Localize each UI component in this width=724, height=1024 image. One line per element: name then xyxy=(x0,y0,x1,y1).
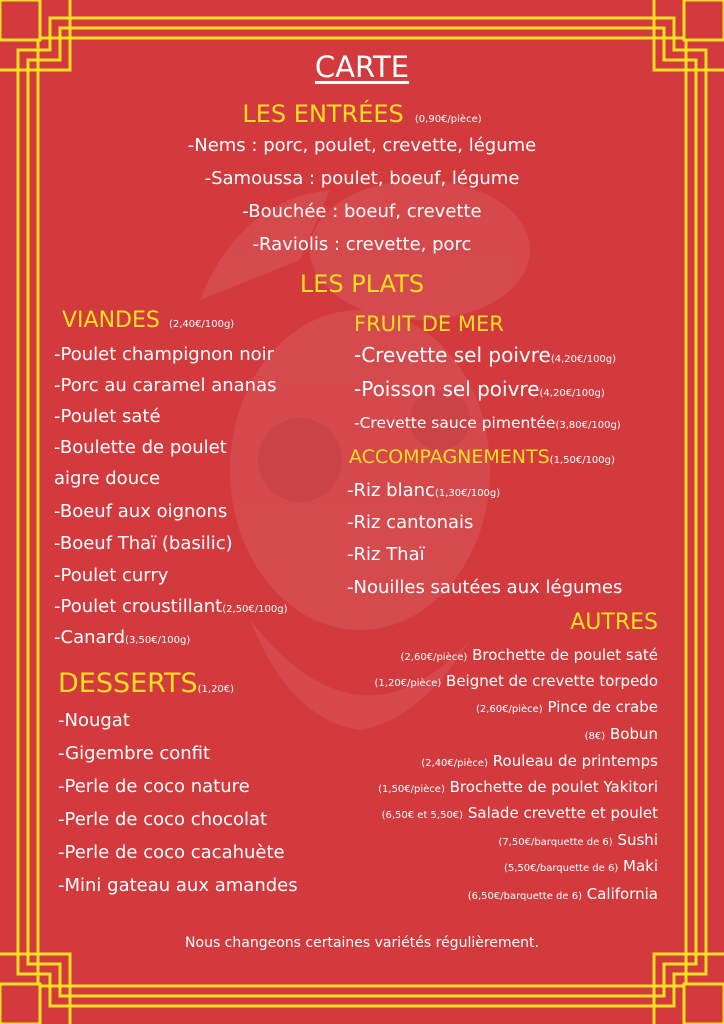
autre-item: Maki xyxy=(623,857,658,875)
accompagnements-price: (1,50€/100g) xyxy=(549,455,615,466)
fruit-de-mer-price: (4,20€/100g) xyxy=(550,354,617,365)
fruit-de-mer-heading: FRUIT DE MER xyxy=(354,312,504,336)
viande-item: -Canard xyxy=(54,627,126,648)
viandes-heading: VIANDES xyxy=(62,308,160,333)
autre-item: Pince de crabe xyxy=(547,698,658,716)
dessert-item: -Perle de coco cacahuète xyxy=(58,842,285,863)
autre-price: (2,60€/pièce) xyxy=(400,652,468,663)
accompagnement-item: -Nouilles sautées aux légumes xyxy=(347,577,623,598)
viande-item: -Boulette de poulet xyxy=(54,437,227,458)
autre-item: Beignet de crevette torpedo xyxy=(446,672,658,690)
autre-row xyxy=(504,857,658,875)
plats-heading: LES PLATS xyxy=(299,270,425,298)
dessert-item: -Nougat xyxy=(58,710,130,731)
autre-row xyxy=(585,725,658,743)
desserts-price: (1,20€) xyxy=(197,684,235,695)
fruit-de-mer-item: -Crevette sel poivre xyxy=(354,343,551,367)
autre-item: Salade crevette et poulet xyxy=(467,804,658,822)
viandes-price: (2,40€/100g) xyxy=(168,319,235,330)
autre-item: Bobun xyxy=(609,725,658,743)
autre-price: (5,50€/barquette de 6) xyxy=(503,863,619,874)
accompagnements-heading-row xyxy=(349,446,615,468)
accompagnement-item: -Riz cantonais xyxy=(347,512,474,533)
autre-item: California xyxy=(586,885,658,903)
autre-item: Brochette de poulet saté xyxy=(472,646,658,664)
accompagnement-row xyxy=(347,480,500,501)
viande-item: -Porc au caramel ananas xyxy=(54,375,277,396)
autre-price: (6,50€/barquette de 6) xyxy=(467,891,582,902)
autre-row xyxy=(468,885,658,903)
entrees-price: (0,90€/pièce) xyxy=(414,114,482,125)
viande-item-row xyxy=(54,596,287,617)
autre-price: (1,20€/pièce) xyxy=(374,678,442,689)
canard-price: (3,50€/100g) xyxy=(125,635,191,646)
entree-item: -Bouchée : boeuf, crevette xyxy=(242,201,482,222)
viande-item: -Boeuf aux oignons xyxy=(54,501,228,522)
viande-item-row xyxy=(54,627,190,648)
fruit-de-mer-row xyxy=(354,377,605,401)
viande-item: aigre douce xyxy=(54,468,161,489)
autre-item: Rouleau de printemps xyxy=(492,752,658,770)
fruit-de-mer-row xyxy=(354,343,616,367)
autre-row xyxy=(375,672,658,690)
autres-heading: AUTRES xyxy=(570,610,658,635)
entrees-heading: LES ENTRÉES xyxy=(242,100,404,128)
autre-price: (6,50€ et 5,50€) xyxy=(381,810,464,821)
entrees-heading-row xyxy=(0,100,724,128)
autre-item: Brochette de poulet Yakitori xyxy=(449,778,658,796)
desserts-heading-row xyxy=(58,668,234,699)
viande-item: -Poulet champignon noir xyxy=(54,344,275,365)
desserts-heading: DESSERTS xyxy=(58,668,198,699)
viande-item: -Poulet saté xyxy=(54,406,161,427)
autre-row xyxy=(401,646,658,664)
fruit-de-mer-price: (3,80€/100g) xyxy=(555,420,621,431)
autre-price: (7,50€/barquette de 6) xyxy=(498,837,613,848)
autre-price: (1,50€/pièce) xyxy=(378,784,445,795)
accompagnement-item: -Riz blanc xyxy=(347,480,435,501)
autre-row xyxy=(498,831,658,849)
autre-row xyxy=(382,804,658,822)
autre-item: Sushi xyxy=(617,831,658,849)
dessert-item: -Mini gateau aux amandes xyxy=(58,875,298,896)
autre-price: (2,60€/pièce) xyxy=(475,704,543,715)
viande-item: -Poulet croustillant xyxy=(54,596,223,617)
dessert-item: -Gigembre confit xyxy=(58,743,211,764)
viande-item: -Boeuf Thaï (basilic) xyxy=(54,533,233,554)
accompagnements-heading: ACCOMPAGNEMENTS xyxy=(349,446,550,468)
accompagnement-item: -Riz Thaï xyxy=(347,544,425,565)
footer-note: Nous changeons certaines variétés régulièrement. xyxy=(185,935,539,951)
entree-item: -Raviolis : crevette, porc xyxy=(252,234,472,255)
viandes-heading-row xyxy=(62,308,234,333)
dessert-item: -Perle de coco chocolat xyxy=(58,809,268,830)
fruit-de-mer-item: -Crevette sauce pimentée xyxy=(354,414,556,432)
accompagnement-price: (1,30€/100g) xyxy=(434,488,501,499)
entree-item: -Samoussa : poulet, boeuf, légume xyxy=(204,168,520,189)
fruit-de-mer-price: (4,20€/100g) xyxy=(539,388,605,399)
viande-item: -Poulet curry xyxy=(54,565,169,586)
croustillant-price: (2,50€/100g) xyxy=(222,604,288,615)
autre-row xyxy=(421,752,658,770)
autre-price: (2,40€/pièce) xyxy=(421,758,488,769)
autre-price: (8€) xyxy=(584,731,606,742)
page-title: CARTE xyxy=(314,50,410,84)
dessert-item: -Perle de coco nature xyxy=(58,776,250,797)
entree-item: -Nems : porc, poulet, crevette, légume xyxy=(187,135,537,156)
autre-row xyxy=(476,698,658,716)
fruit-de-mer-item: -Poisson sel poivre xyxy=(354,377,540,401)
fruit-de-mer-row xyxy=(354,413,621,432)
autre-row xyxy=(378,778,658,796)
